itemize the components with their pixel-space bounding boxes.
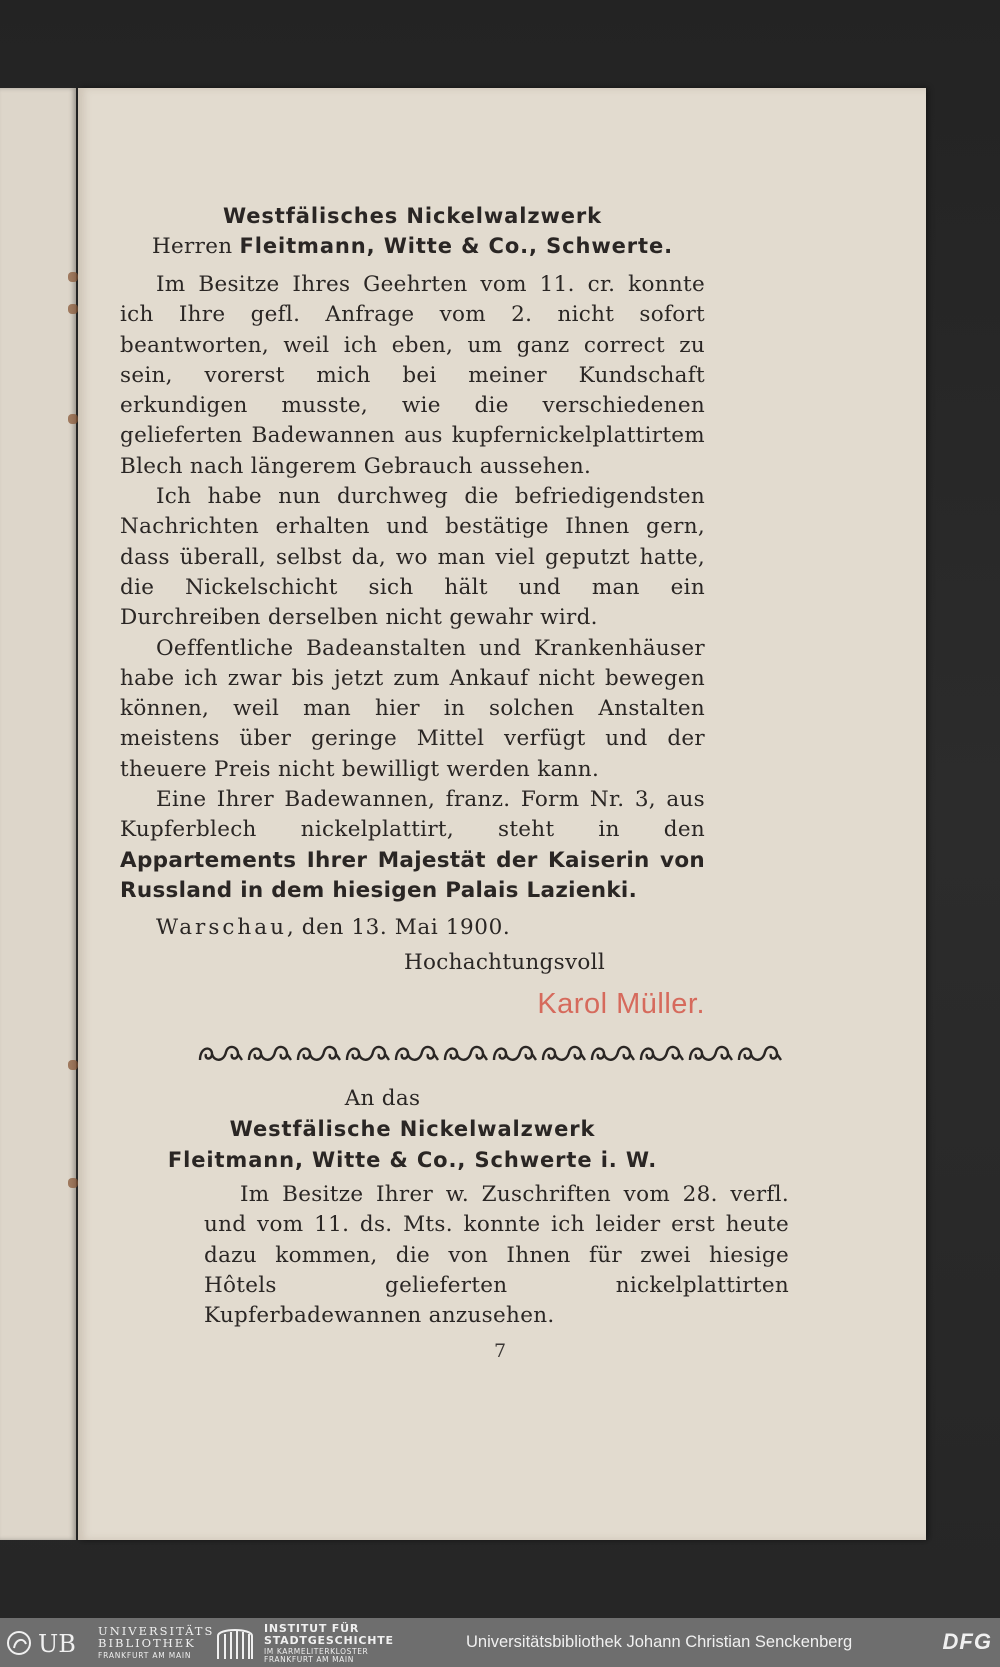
institute-sublabel-line1: IM KARMELITERKLOSTER [264,1647,369,1656]
letter1-recipient-line2 [120,231,705,262]
institute-label [264,1623,394,1647]
binding-stitch-mark [68,272,78,282]
binding-stitch-mark [68,414,78,424]
ub-logo-text: UB [38,1630,76,1658]
letter1-date-place: Warschau [156,915,287,940]
letter1-recipient [120,201,705,263]
letter1-paragraph-4-text: Eine Ihrer Badewannen, franz. Form Nr. 3, aus Kupferblech nickelplattirt, steht in den [120,787,705,843]
letter2-paragraph-1: Im Besitze Ihrer w. Zuschriften vom 28. verfl. und vom 11. ds. Mts. konnte ich leider erst heute dazu kommen, die von Ihnen für zwei hiesige Hôtels gelieferten nickelplattirten Kupferbadewannen anzusehen. [204,1182,789,1329]
letter1-recipient-prefix: Herren [151,234,240,260]
letter1-body [120,270,705,906]
letter1-paragraph-4-bold: Appartements Ihrer Majestät der Kaiserin von Russland in dem hiesigen Palais Lazienki. [120,847,705,903]
institute-label-line1: INSTITUT FÜR [264,1622,360,1635]
letter1-paragraph-1: Im Besitze Ihres Geehrten vom 11. cr. konnte ich Ihre gefl. Anfrage vom 2. nicht sofort beantworten, weil ich eben, um ganz correct zu sein, vorerst mich bei meiner Kundschaft erkundigen musste, wie die verschiedenen gelieferten Badewannen aus kupfernickelplattirtem Blech nach längerem Gebrauch aussehen. [120,272,705,479]
letter1-signature: Karol Müller. [537,988,705,1020]
letter2-header [120,1084,705,1175]
letter1-paragraph-4 [120,785,705,906]
letter1-dateline [120,913,705,943]
letter1-recipient-line1: Westfälisches Nickelwalzwerk [222,204,603,228]
binding-stitch-mark [68,1060,78,1070]
letter1-date [120,913,705,943]
letter1-recipient-name: Fleitmann, Witte & Co., Schwerte. [239,234,673,259]
letter1-closing: Hochachtungsvoll [403,950,605,975]
institute-sublabel [264,1648,368,1664]
ub-library-logo[interactable] [6,1628,96,1658]
letter1-signature-block [120,984,705,1024]
ub-label-line2: BIBLIOTHEK [98,1636,196,1650]
dfg-logo[interactable]: DFG [942,1629,992,1654]
letter1-closing-block [120,948,705,978]
ornamental-divider [198,1040,786,1066]
letter2-body [204,1180,789,1331]
ub-label-line1: UNIVERSITÄTS [98,1624,215,1638]
letter1-paragraph-2: Ich habe nun durchweg die befriedigendsten Nachrichten erhalten und bestätige Ihnen gern, dass überall, selbst da, wo man viel geputzt hatte, die Nickelschicht sich hält und man ein Durchreiben derselben nicht gewahr wird. [120,484,705,631]
page-number: 7 [493,1340,507,1362]
binding-stitch-mark [68,304,78,314]
footer-bar [0,1618,1000,1667]
binding-stitch-mark [68,1178,78,1188]
letter1-date-rest: , den 13. Mai 1900. [286,915,511,940]
left-page-edge [0,88,76,1540]
ub-library-sublabel: FRANKFURT AM MAIN [98,1651,192,1660]
institute-building-icon[interactable] [214,1626,256,1659]
institute-sublabel-line2: FRANKFURT AM MAIN [264,1655,354,1664]
letter2-recipient-line1: Westfälische Nickelwalzwerk [229,1117,596,1142]
institute-label-line2: STADTGESCHICHTE [264,1634,394,1647]
letter1-paragraph-3: Oeffentliche Badeanstalten und Krankenhäuser habe ich zwar bis jetzt zum Ankauf nicht bewegen können, weil man hier in solchen Anstalten meistens über geringe Mittel verfügt und der theuere Preis nicht bewilligt werden kann. [120,635,705,782]
letter2-salutation: An das [344,1086,421,1111]
library-name-link[interactable]: Universitätsbibliothek Johann Christian Senckenberg [466,1633,853,1651]
ub-library-label [98,1625,214,1649]
letter2-recipient-line2: Fleitmann, Witte & Co., Schwerte i. W. [167,1147,658,1172]
